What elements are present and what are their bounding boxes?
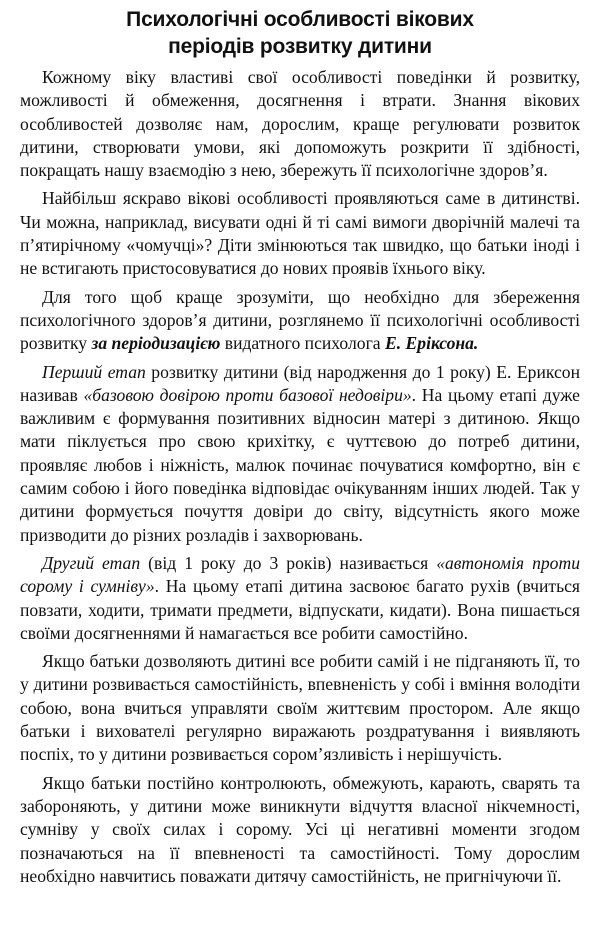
- paragraph-text: . На цьому етапі дуже важливим є формування позитивних відносин матері з дитиною. Якщо мати піклується про свою крихітку, є чуттєвою до потреб дитини, проявляє любов і ніжність, малюк починає почуватися комфортно, він є самим собою і його поведінка відповідає очікуванням інших людей. Так у дитини формується почуття довіри до світу, відсутність якого може призводити до різних розладів і захворювань.: [20, 384, 580, 545]
- page-title: [20, 6, 580, 60]
- paragraph-text: Для того щоб краще зрозуміти, що необхідно для збереження психологічного здоров’я дитини, розглянемо її психологічні особливості розвитку: [20, 286, 580, 354]
- paragraph-childhood: Найбільш яскраво вікові особливості проявляються саме в дитинстві. Чи можна, наприклад, висувати одні й ті самі вимоги дворічній малечі та п’ятирічному «чомучці»? Діти змінюються так швидко, що батьки іноді і не встигають пристосовуватися до нових проявів їхнього віку.: [20, 188, 580, 279]
- paragraph-autonomy: Якщо батьки дозволяють дитині все робити самій і не підганяють її, то у дитини розвивається самостійність, впевненість у собі і вміння володіти собою, вона вчиться управляти своїм життєвим простором. Але якщо батьки і вихователі регулярно виражають роздратування і виявляють поспіх, то у дитини розвивається сором’язливість і нерішучість.: [20, 651, 580, 765]
- title-line-2: періодів розвитку дитини: [168, 35, 432, 58]
- paragraph-control: Якщо батьки постійно контролюють, обмежують, карають, сварять та забороняють, у дитини може виникнути відчуття власної нікчемності, сумніву у своїх силах і сорому. Усі ці негативні моменти згодом позначаються на її впевненості та самостійності. Тому дорослим необхідно навчитись поважати дитячу самостійність, не пригнічуючи її.: [20, 772, 580, 886]
- stage-1-label: Перший етап: [42, 361, 146, 382]
- paragraph-stage-1: [20, 361, 580, 547]
- paragraph-text: . На цьому етапі дитина засвоює багато рухів (вчиться повзати, ходити, тримати предмети, відпускати, кидати). Вона пишається своїми досягненнями й намагається все робити самостійно.: [20, 576, 581, 643]
- paragraph-intro: Кожному віку властиві свої особливості поведінки й розвитку, можливості й обмеження, досягнення і втрати. Знання вікових особливостей дозволяє нам, дорослим, краще регулювати розвиток дитини, створювати умови, які допоможуть розкрити її здібності, покращать нашу взаємодію з нею, збережуть її психологічне здоров’я.: [20, 67, 580, 181]
- paragraph-periodization: [20, 286, 580, 356]
- paragraph-text: видатного психолога: [220, 333, 385, 354]
- emphasis-author: Е. Еріксона.: [385, 333, 479, 354]
- stage-2-label: Другий етап: [42, 552, 141, 573]
- paragraph-text: розвитку дитини (від народження до 1 року) Е. Ериксон називав: [20, 361, 580, 405]
- stage-2-name: «автономія проти сорому і сумніву»: [20, 552, 580, 597]
- paragraph-text: (від 1 року до 3 років) називається: [140, 552, 437, 573]
- article-body: [20, 66, 580, 888]
- stage-1-name: «базовою довірою проти базової недовіри»: [83, 384, 412, 405]
- title-line-1: Психологічні особливості вікових: [126, 8, 474, 31]
- paragraph-stage-2: [20, 552, 580, 645]
- emphasis-periodization: за періодизацією: [91, 333, 221, 354]
